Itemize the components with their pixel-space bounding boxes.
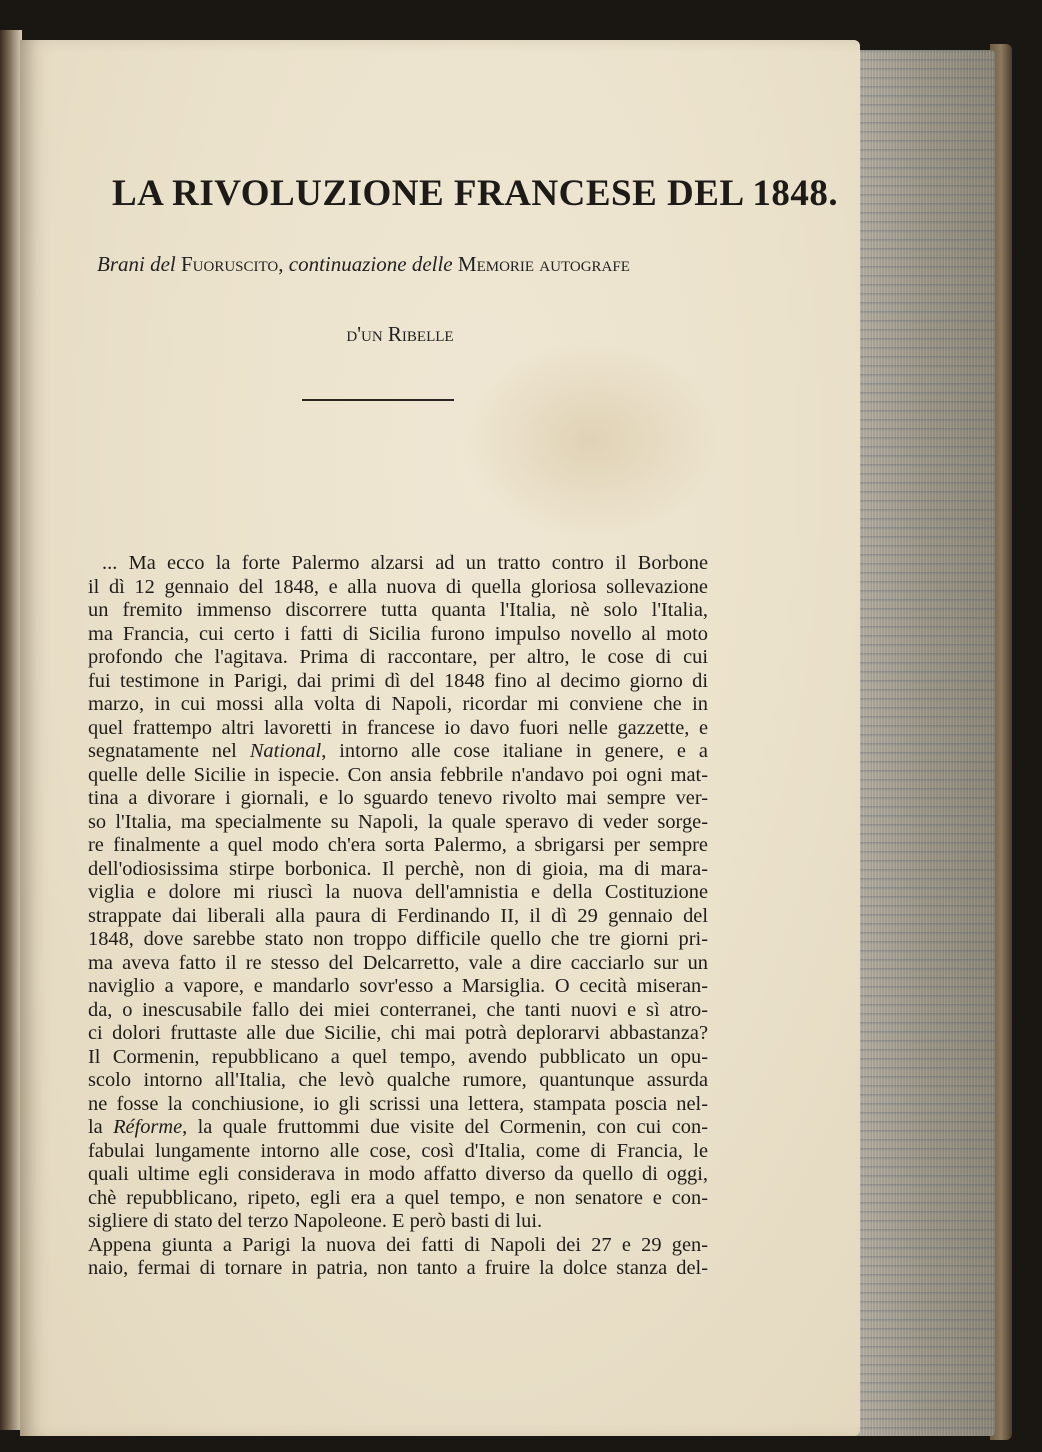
text-line: ci dolori fruttaste alle due Sicilie, chi mai potrà deplorarvi abbastanza? (88, 1022, 708, 1044)
text-line: fabulai lungamente intorno alle cose, così d'Italia, come di Francia, le (88, 1139, 708, 1162)
subtitle-part-1: Brani del (97, 252, 176, 276)
text-line: chè repubblicano, ripeto, egli era a quel tempo, e non senatore e con- (88, 1186, 708, 1209)
text-line: marzo, in cui mossi alla volta di Napoli, ricordar mi conviene che in (88, 693, 708, 715)
text-line: ne fosse la conchiusione, io gli scrissi una lettera, stampata poscia nel- (88, 1092, 708, 1115)
text-line: il dì 12 gennaio del 1848, e alla nuova di quella gloriosa sollevazione (88, 575, 708, 598)
body-text (88, 552, 708, 1281)
text-line: 1848, dove sarebbe stato non troppo difficile quello che tre giorni pri- (88, 928, 708, 950)
text-line: Il Cormenin, repubblicano a quel tempo, avendo pubblicato un opu- (88, 1045, 708, 1068)
page-title: LA RIVOLUZIONE FRANCESE DEL 1848. (112, 173, 839, 214)
page-subtitle (97, 252, 717, 277)
text-line: so l'Italia, ma specialmente su Napoli, la quale speravo di veder sorge- (88, 810, 708, 833)
text-line: quali ultime egli considerava in modo affatto diverso da quello di oggi, (88, 1163, 708, 1185)
text-line: quel frattempo altri lavoretti in francese io davo fuori nelle gazzette, e (88, 716, 708, 739)
text-line (88, 1116, 708, 1140)
subtitle-part-2: Fuoruscito, (181, 252, 284, 276)
text-line: strappate dai liberali alla paura di Ferdinando II, il dì 29 gennaio del (88, 904, 708, 927)
text-line: naio, fermai di tornare in patria, non tanto a fruire la dolce stanza del- (88, 1257, 708, 1279)
text-line: viglia e dolore mi riuscì la nuova dell'amnistia e della Costituzione (88, 881, 708, 903)
text-line: quelle delle Sicilie in ispecie. Con ansia febbrile n'andavo poi ogni mat- (88, 763, 708, 786)
text-line (88, 740, 708, 764)
text-line: profondo che l'agitava. Prima di raccontare, per altro, le cose di cui (88, 646, 708, 668)
text-line: tina a divorare i giornali, e lo sguardo tenevo rivolto mai sempre ver- (88, 787, 708, 809)
text-line: scolo intorno all'Italia, che levò qualche rumore, quantunque assurda (88, 1069, 708, 1091)
text-segment-italic: Réforme (113, 1116, 183, 1138)
text-line: fui testimone in Parigi, dai primi dì del 1848 fino al decimo giorno di (88, 669, 708, 692)
divider-rule (302, 399, 454, 401)
book-fore-edge (845, 50, 995, 1436)
subtitle-part-4: Memorie autografe (457, 252, 630, 276)
text-segment: segnatamente nel (88, 740, 237, 762)
paper-stain (460, 340, 720, 540)
text-line: ma Francia, cui certo i fatti di Sicilia furono impulso novello al moto (88, 622, 708, 645)
text-line: ma aveva fatto il re stesso del Delcarretto, vale a dire cacciarlo sur un (88, 951, 708, 974)
text-segment: , intorno alle cose italiane in genere, e a (321, 740, 708, 762)
text-line: naviglio a vapore, e mandarlo sovr'esso a Marsiglia. O cecità miseran- (88, 975, 708, 997)
subtitle-part-3: continuazione delle (288, 252, 453, 276)
text-line: ... Ma ecco la forte Palermo alzarsi ad un tratto contro il Borbone (102, 552, 708, 574)
text-segment-italic: National (249, 740, 322, 762)
text-line: dell'odiosissima stirpe borbonica. Il perchè, non di gioia, ma di mara- (88, 857, 708, 880)
page-subtitle-line-2: d'un Ribelle (346, 322, 454, 346)
text-line: un fremito immenso discorrere tutta quanta l'Italia, nè solo l'Italia, (88, 599, 708, 621)
text-segment: la (88, 1116, 103, 1138)
text-segment: , la quale fruttommi due visite del Cormenin, con cui con- (182, 1116, 708, 1138)
text-line: da, o inescusabile fallo dei miei conterranei, che tanti nuovi e sì atro- (88, 998, 708, 1021)
text-line: re finalmente a quel modo ch'era sorta Palermo, a sbrigarsi per sempre (88, 834, 708, 856)
text-line: Appena giunta a Parigi la nuova dei fatti di Napoli dei 27 e 29 gen- (88, 1233, 708, 1256)
left-page-edge (0, 30, 22, 1430)
text-line: sigliere di stato del terzo Napoleone. E però basti di lui. (88, 1210, 543, 1232)
